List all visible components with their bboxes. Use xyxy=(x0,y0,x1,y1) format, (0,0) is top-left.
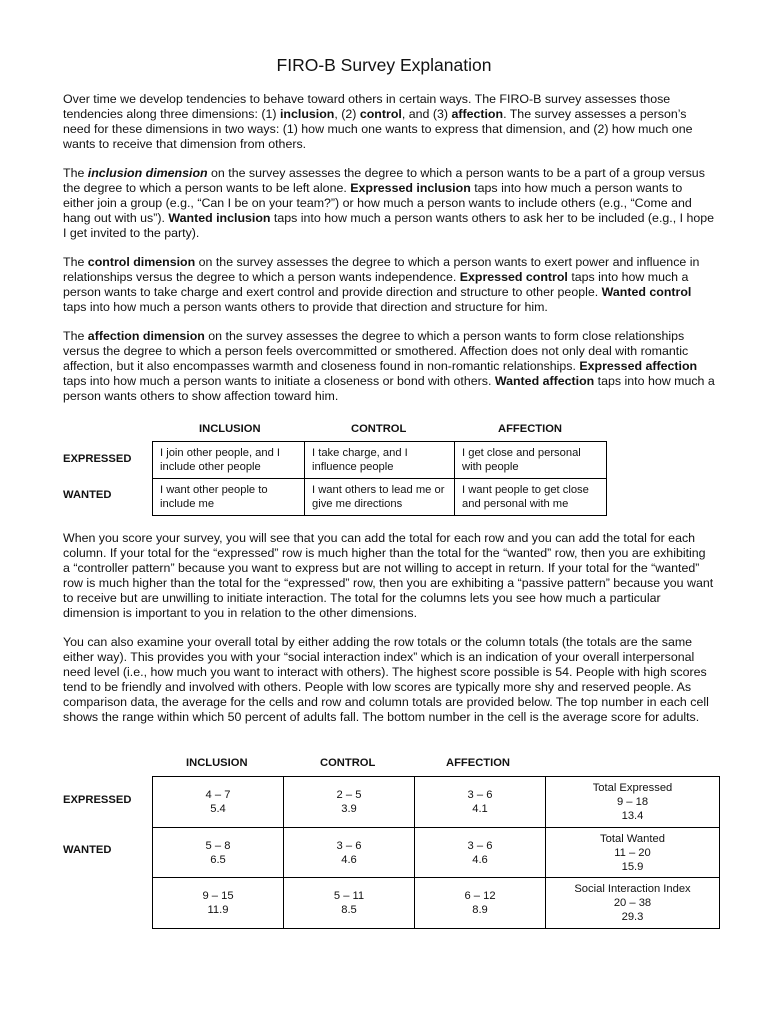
table-cell: I want other people to include me xyxy=(153,479,305,516)
table-cell: 3 – 6 4.6 xyxy=(415,828,546,878)
table2-header-affection: AFFECTION xyxy=(446,757,511,769)
table-cell: I take charge, and I influence people xyxy=(305,442,455,479)
table-cell: I want people to get close and personal with me xyxy=(455,479,607,516)
affection-paragraph: The affection dimension on the survey assesses the degree to which a person wants to form close relationships versus the degree to which a person feels overcommitted or smothered. Affection does not only deal with romantic affection, but it also encompasses warmth and closeness found in non-romantic relationships. Expressed affection taps into how much a person wants to initiate a closeness or bond with others. Wanted affection taps into how much a person wants others to show affection toward him. xyxy=(63,329,715,403)
comparison-data-table xyxy=(152,776,720,929)
inclusion-paragraph: The inclusion dimension on the survey assesses the degree to which a person wants to be a part of a group versus the degree to which a person wants to be left alone. Expressed inclusion taps into how much a person wants to either join a group (e.g., “Can I be on your team?”) or how much a person wants to include others (e.g., “Come and hang out with us”). Wanted inclusion taps into how much a person wants others to ask her to be included (e.g., I hope I get invited to the party). xyxy=(63,166,715,240)
table-cell: I join other people, and I include other people xyxy=(153,442,305,479)
overall-paragraph: You can also examine your overall total by either adding the row totals or the column totals (the totals are the same either way). This provides you with your “social interaction index” which is an indication of your overall interpersonal need level (i.e., how much you want to interact with others). The highest score possible is 54. People with high scores tend to be friendly and involved with others. People with low scores are typically more shy and reserved people. As comparison data, the average for the cells and row and column totals are provided below. The top number in each cell shows the range within which 50 percent of adults fall. The bottom number in the cell is the average score for adults. xyxy=(63,635,709,724)
scoring-paragraph: When you score your survey, you will see that you can add the total for each row and you can add the total for each column. If your total for the “expressed” row is much higher than the total for the “wanted” row, then you are exhibiting a “controller pattern” because you want to express but are not willing to accept in return. If your total for the “wanted” row is much higher than the total for the “expressed” row, then you are exhibiting a “passive pattern” because you want to receive but are unwilling to initiate interaction. The total for the columns lets you see how much a particular dimension is important to you in relation to the other dimensions. xyxy=(63,531,714,620)
table-cell: 6 – 12 8.9 xyxy=(415,878,546,929)
table2-header-inclusion: INCLUSION xyxy=(186,757,248,769)
table-cell: 5 – 11 8.5 xyxy=(284,878,415,929)
table-cell: I get close and personal with people xyxy=(455,442,607,479)
table-cell: 9 – 15 11.9 xyxy=(153,878,284,929)
table-row xyxy=(153,479,607,516)
total-wanted-cell: Total Wanted 11 – 20 15.9 xyxy=(546,828,720,878)
table-row xyxy=(153,828,720,878)
social-interaction-index-cell: Social Interaction Index 20 – 38 29.3 xyxy=(546,878,720,929)
table2-row-label-wanted: WANTED xyxy=(63,844,112,856)
intro-paragraph: Over time we develop tendencies to behave toward others in certain ways. The FIRO-B survey assesses those tendencies along three dimensions: (1) inclusion, (2) control, and (3) affection. The survey assesses a person’s need for these dimensions in two ways: (1) how much one wants to express that dimension, and (2) how much one wants to receive that dimension from others. xyxy=(63,92,693,151)
table1-row-label-wanted: WANTED xyxy=(63,489,112,501)
table-cell: 4 – 7 5.4 xyxy=(153,777,284,828)
control-paragraph: The control dimension on the survey assesses the degree to which a person wants to exert power and influence in relationships versus the degree to which a person wants independence. Expressed control taps into how much a person wants to take charge and exert control and provide direction and structure to other people. Wanted control taps into how much a person wants others to provide that direction and structure for him. xyxy=(63,255,700,314)
dimension-description-table xyxy=(152,441,607,516)
table1-header-inclusion: INCLUSION xyxy=(199,423,261,435)
table-cell: 5 – 8 6.5 xyxy=(153,828,284,878)
total-expressed-cell: Total Expressed 9 – 18 13.4 xyxy=(546,777,720,828)
table1-header-affection: AFFECTION xyxy=(498,423,563,435)
table-cell: 2 – 5 3.9 xyxy=(284,777,415,828)
table-row xyxy=(153,777,720,828)
table-cell: I want others to lead me or give me directions xyxy=(305,479,455,516)
table1-header-control: CONTROL xyxy=(351,423,407,435)
table2-header-control: CONTROL xyxy=(320,757,376,769)
table-row xyxy=(153,442,607,479)
page-title: FIRO-B Survey Explanation xyxy=(276,55,492,75)
table-cell: 3 – 6 4.6 xyxy=(284,828,415,878)
table-row xyxy=(153,878,720,929)
table2-row-label-expressed: EXPRESSED xyxy=(63,794,132,806)
table-cell: 3 – 6 4.1 xyxy=(415,777,546,828)
table1-row-label-expressed: EXPRESSED xyxy=(63,453,132,465)
